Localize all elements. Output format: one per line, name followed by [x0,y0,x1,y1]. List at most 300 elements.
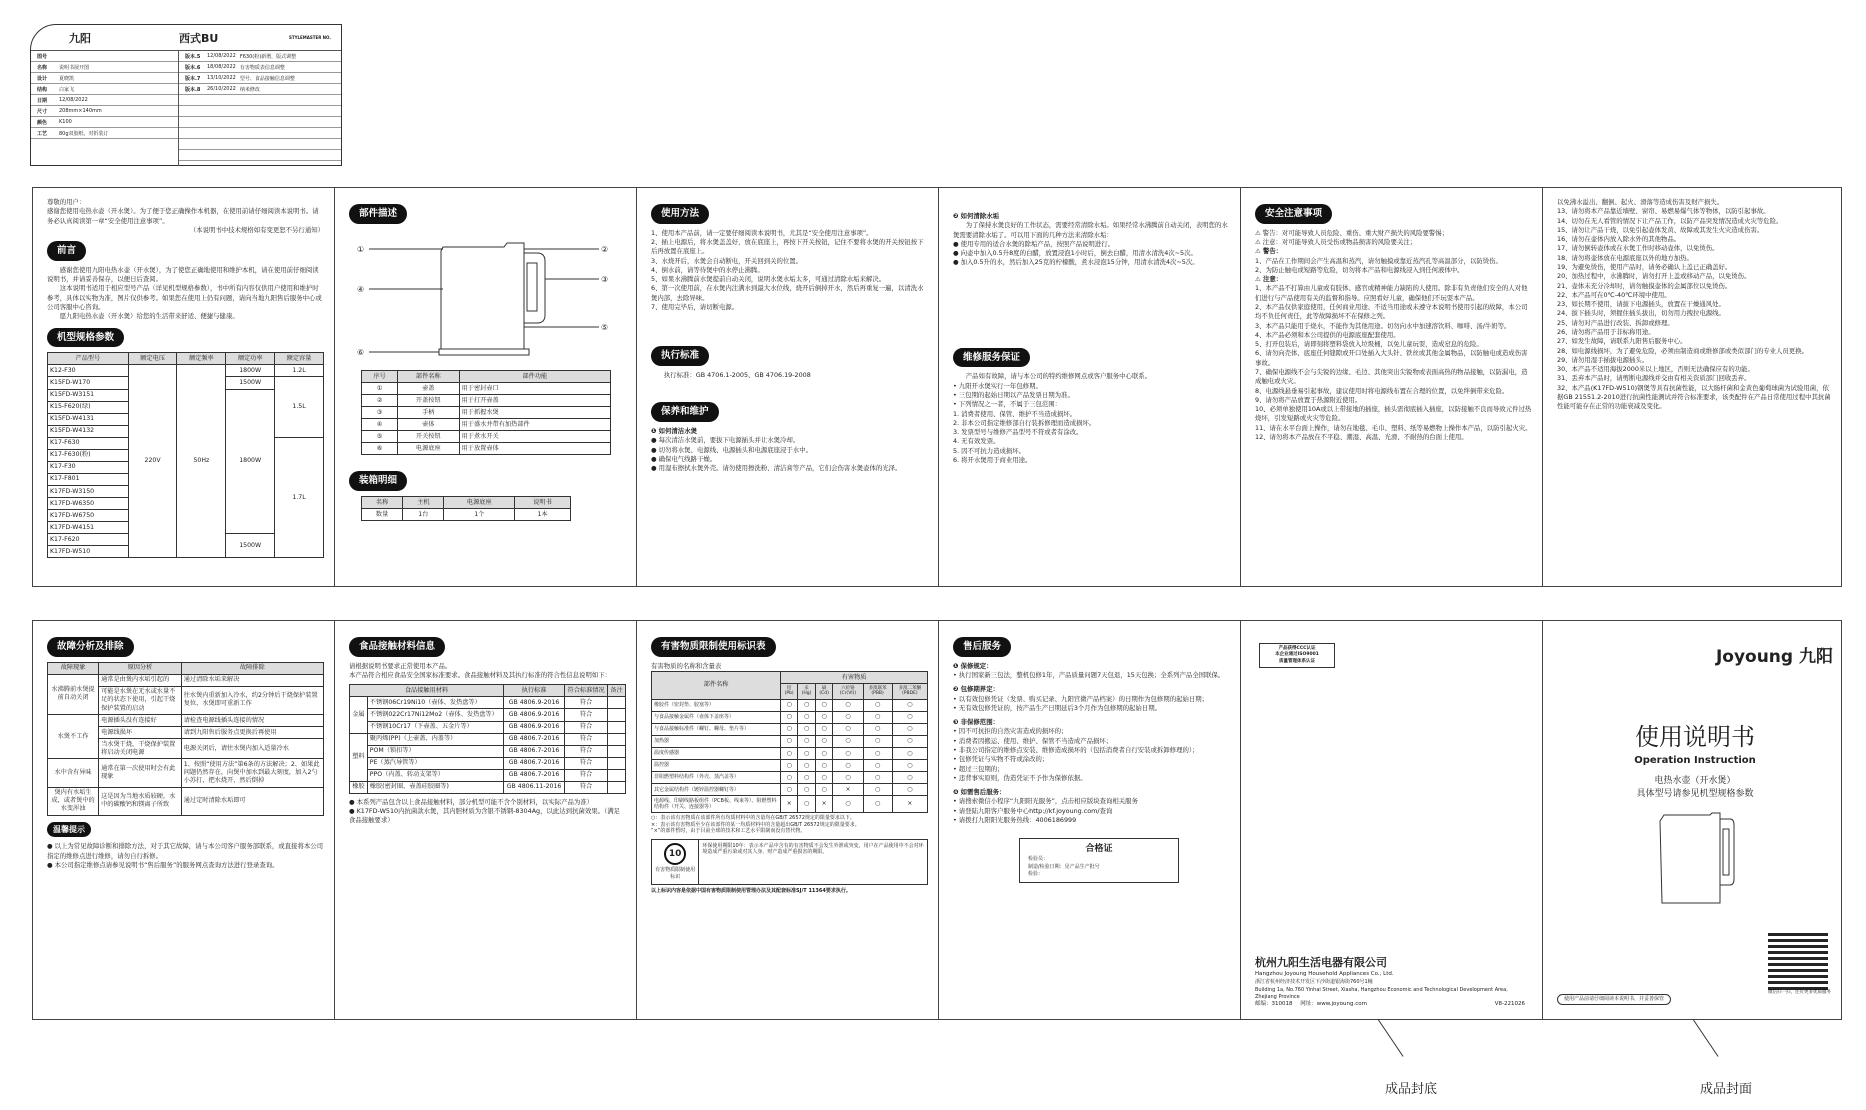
hazard-mark: ○ [892,735,927,747]
packing-cell: 说明书 [515,497,571,509]
qr-block [1768,930,1831,997]
food-row [350,769,626,781]
hazard-mark: ○ [892,711,927,723]
spec-capacity: 1.7L [275,437,324,558]
after-sales-item: • 非我公司指定的维修点安装、维修造成损坏的（包括消费者自行安装或拆卸修理的）； [953,746,1199,755]
hazard-mark: ○ [815,760,832,772]
descale-intro: 为了保持水煲良好的工作状态，需要经常清除水垢。如果经常水沸腾前自动关闭，表明您的水煲需要清除水垢了。可以用下面的几种方法来清除水垢： [953,221,1228,239]
bottom-strip [32,620,1842,1020]
tip-item: ● 以上为常见故障诊断和排除方法，对于其它故障，请与本公司客户服务部联系，或直接将本公司指定的维修点进行维修，请勿自行拆修。 [47,842,324,860]
troubleshoot-table [47,662,324,816]
row-key: 工艺 [37,130,48,137]
epup-text: 环保使用期限10年：表示本产品中含有的有害物质不会发生外泄或突变，用户在产品使用中不会对环境造成严重污染或对其人身、财产造成严重损害的期限。 [702,842,924,856]
material-remark [608,745,626,757]
style-card-bu: 西式BU [179,31,219,45]
hazard-mark: ○ [833,723,863,735]
after-sales-heading: ❸ 非保修范围： [953,718,999,727]
style-card-row [31,117,178,128]
hazard-mark: ○ [781,772,798,784]
substance-header: 六价铬(Cr(VI)) [833,684,863,700]
parts-cell: 开盖按钮 [397,395,459,407]
front-cover-label: 成品封面 [1700,1082,1753,1097]
usage-step: 5、如果水沸腾前水煲提前自动关闭，说明水煲水垢太多，可通过清除水垢来解决。 [651,275,886,284]
warranty-exclusion: 4. 无有效发票。 [953,437,1000,446]
hazard-mark: ○ [892,748,927,760]
food-intro-1: 请根据说明书要求正常使用本产品。 [349,661,452,670]
spec-model: K12-F30 [48,365,129,377]
hazard-mark: ○ [798,711,816,723]
hazard-row [652,772,928,784]
after-sales-heading: ❷ 包修期界定： [953,685,999,694]
revision-date: 18/08/2022 [207,64,236,70]
spec-header: 额定容量 [275,353,324,365]
parts-cell: 壶体 [397,419,459,431]
joyoung-logo: Joyoung 九阳 [1715,647,1833,667]
hazard-header-row [652,672,928,684]
style-card-row [31,62,178,73]
material: PE（蒸汽导管等） [367,757,503,769]
packing-cell: 名称 [362,497,403,509]
after-sales-item: • 请搜索微信小程序“九阳阳光服务”，点击相应版块查询相关服务 [953,797,1138,806]
safety-item: 22、本产品可在0℃-40℃环境中使用。 [1557,290,1671,299]
troubleshoot-row [48,715,324,727]
spec-model: K15FD-W3151 [48,389,129,401]
back-cover-leader [1378,1020,1403,1057]
material: 聚丙烯(PP)（上壶盖、内盖等） [367,733,503,745]
hazard-mark: ○ [833,772,863,784]
revision-note: 纳米修改 [239,86,260,93]
hazard-mark: ○ [892,784,927,796]
warranty-intro: 产品如有故障，请与本公司的特约维修网点或客户服务中心联系。 [965,372,1152,381]
hazard-mark: ○ [892,699,927,711]
cover-model-note: 具体型号请参见机型规格参数 [1636,788,1754,799]
food-row [350,733,626,745]
material: 不锈钢06Cr19Ni10（壶体、发热盘等） [367,697,503,709]
food-header: 食品接触用材料 [350,685,504,697]
hazard-mark: ○ [863,748,892,760]
qr-code-icon[interactable] [1768,930,1828,990]
hazard-mark: × [781,796,798,813]
material-remark [608,709,626,721]
warranty-bullet: • 下列情况之一者，不属于三包范围： [953,400,1062,409]
safety-item: 14、切勿在无人看管的情况下让产品工作，以防产品突发情况造成火灾等危险。 [1557,216,1783,225]
hazard-mark: ○ [781,723,798,735]
safety-item: 24、拔下插头时，须握住插头拔出，切勿用力拽拉电源线。 [1557,309,1725,318]
parts-table [361,370,611,455]
top-strip [32,187,1842,587]
safety-item: 26、请勿将产品用于非标称用途。 [1557,327,1655,336]
parts-cell: ③ [362,407,398,419]
hazard-mark: ○ [892,772,927,784]
material-standard: GB 4806.7-2016 [504,745,565,757]
spec-model: K15FD-W4132 [48,425,129,437]
hazard-mark: ○ [863,711,892,723]
caution-item: 1、本产品不打算由儿童或有肢体、感官或精神能力缺陷的人使用。除非有负责他们安全的人对他们进行与产品使用有关的监督和指导。应照看好儿童，确保他们不玩耍本产品。 [1255,284,1528,302]
parts-header: 序号 [362,371,398,383]
cause: 可能是水煲在无水或水量不足的状态下使用，引起干烧保护装置的启动 [99,686,182,714]
safety-item: 31、丢弃本产品时，请剪断电源线并交由有相关资质部门回收丢弃。 [1557,374,1751,383]
substance-header: 多溴联苯(PBB) [863,684,892,700]
panel-hazardous [637,621,939,1019]
warn-definition: ⚠ 警告：对可能导致人员危险、重伤、重大财产损失的风险要警惕； [1255,228,1449,237]
hazard-mark: ○ [798,735,816,747]
foreword-title: 前言 [47,241,86,261]
material-compliance: 符合 [565,745,608,757]
spec-model: K15-F620(绿) [48,401,129,413]
hazard-mark: ○ [798,723,816,735]
spec-model: K17-F30 [48,461,129,473]
spec-model: K17FD-W510 [48,546,129,558]
hazard-part: 温度传感器 [652,748,781,760]
food-row [350,697,626,709]
hazard-mark: ○ [781,699,798,711]
parts-cell: ① [362,383,398,395]
style-card-row [31,95,178,106]
version-code: V8-221026 [1494,1001,1525,1008]
safety-item: 13、请勿将本产品靠近墙壁、窗帘、易燃易爆气体等物体，以防引起事故。 [1557,207,1770,216]
hazard-subtitle: 有害物质的名称和含量表 [651,661,722,670]
usage-step: 6、第一次使用前，在水煲内注满水到最大水位线，烧开后倒掉开水，然后再重复一遍，以清洗水煲内部，去除异味。 [651,284,924,302]
safety-item: 27、如发生故障，请联系九阳售后服务中心。 [1557,337,1687,346]
website-link[interactable]: 网址：www.joyoung.com [1300,1001,1367,1008]
hazard-mark: × [815,796,832,813]
hazard-mark: ○ [833,760,863,772]
hazard-mark: ○ [798,784,816,796]
caution-item: 12、请勿将本产品放在不平稳、潮湿、高温、光滑、不耐热的台面上使用。 [1255,432,1468,441]
safety-item: 18、请勿将壶体放在电源底座以外的地方加热。 [1557,253,1693,262]
safety-item: 23、如长期不使用，请拔下电源插头，放置在干燥通风处。 [1557,300,1725,309]
warranty-exclusion: 6. 将开水煲用于商业用途。 [953,455,1032,464]
certification-line: 产品获得CCC认证 [1278,646,1316,651]
cause: 当水煲干烧，干烧保护装置将启动关闭电源 [99,739,182,759]
after-sales-sections [953,662,1230,831]
caution-list [1255,284,1532,442]
hazard-row [652,735,928,747]
row-value: 208mm×140mm [59,108,102,114]
food-row [350,721,626,733]
intro-text: 感谢您使用电热水壶（开水煲）。为了便于您正确操作本机器，在使用前请仔细阅读本说明书。请务必认真阅读第一章“安全使用注意事项”。 [47,207,319,225]
material-standard: GB 4806.9-2016 [504,721,565,733]
panel-troubleshooting [33,621,335,1019]
parts-row [362,395,611,407]
hazard-part: 橡胶件（密封垫、胶塞等） [652,699,781,711]
standard-text: 执行标准：GB 4706.1-2005、GB 4706.19-2008 [663,371,811,380]
spec-header-row [48,353,324,365]
tip-item: ● 本公司指定维修点请参见说明书“售后服务”的服务网点查询方法进行登录查询。 [47,860,279,869]
hazard-part: 与食品接触标准件（螺钉、螺母、垫片等） [652,723,781,735]
spec-capacity: 1.5L [275,377,324,437]
spec-power: 1800W [226,389,275,534]
revision-note: 有害物质表信息调整 [239,64,285,71]
qr-caption: 微信扫一扫，还有更多优质服务 [1768,990,1831,996]
material-remark [608,769,626,781]
row-value: 12/08/2022 [59,97,88,103]
safety-item: 16、请勿在壶体内放入除水外的其他物品。 [1557,235,1681,244]
cause: 通常是由煲内水垢引起的 [99,674,182,686]
revision-key: 版本.8 [185,86,201,93]
cover-title-cn: 使用说明书 [1635,722,1755,751]
kettle-body-outline [441,243,524,349]
material-remark [608,697,626,709]
safety-item: 28、如电源线损坏，为了避免危险，必须由制造商或维修部或类似部门的专业人员更换。 [1557,346,1808,355]
parts-cell: 开关按钮 [397,431,459,443]
callout-1: ① [357,244,365,254]
material-standard: GB 4806.7-2016 [504,769,565,781]
notice-text: （本说明书中技术规格如有变更恕不另行通知） [189,225,324,234]
food-notes [349,798,626,826]
spec-capacity: 1.2L [275,365,324,377]
material-standard: GB 4806.7-2016 [504,757,565,769]
troubleshoot-row [48,674,324,686]
care-subtitle: ❶ 如何清洁水煲 [651,427,697,436]
solution: 请到九阳售后服务点更换后再使用 [181,727,323,739]
cause: 电源插头没有连接好 [99,715,182,727]
parts-cell: ② [362,395,398,407]
food-title: 食品接触材料信息 [349,637,445,657]
reminder-badge: 使用产品前请仔细阅读本说明书，并妥善保管 [1557,994,1671,1005]
row-key: 图号 [37,53,48,60]
material: POM（锁扣等） [367,745,503,757]
symptom: 水煲不工作 [48,715,99,759]
usage-title: 使用方法 [651,204,709,224]
hazard-footnote: ○：表示该有害物质在该部件所有均质材料中的含量均在GB/T 26572规定的限量要求以下。 [651,815,855,822]
caution-item: 3、本产品只能用于烧水，不能作为其他用途。切勿向水中加速溶饮料、咖啡、汤/牛奶等。 [1255,321,1511,330]
material-standard: GB 4806.9-2016 [504,697,565,709]
revision-row-empty [179,106,341,117]
parts-cell: ⑥ [362,443,398,455]
substance-header: 汞(Hg) [798,684,816,700]
style-card-brand: 九阳 [69,31,91,45]
postcode: 邮编：310018 [1255,1001,1293,1008]
panel-intro [33,188,335,586]
hazard-title: 有害物质限制使用标识表 [651,637,776,657]
caution-item: 9、请勿将产品放置于热源附近使用。 [1255,395,1362,404]
troubleshoot-title: 故障分析及排除 [47,637,134,657]
safety-item: 30、本产品不适用海拔2000米以上地区，否则无法确保应有的功能。 [1557,365,1754,374]
solution: 电源关闭后，请往水煲内加入适量冷水 [181,739,323,759]
spec-title: 机型规格参数 [47,328,124,348]
safety-continued-list [1557,198,1833,411]
food-header: 备注 [608,685,626,697]
safety-item: 25、请勿对产品进行改装、拆卸或修理。 [1557,318,1674,327]
care-list [651,436,928,473]
material-compliance: 符合 [565,733,608,745]
troubleshoot-header: 故障排除 [181,662,323,674]
solution: 通过清除水垢来解决 [181,674,323,686]
warn-label: ⚠ 警告： [1255,247,1283,256]
hazard-mark: ○ [863,760,892,772]
parts-row [362,443,611,455]
parts-row [362,383,611,395]
after-sales-item: • 请拨打九阳阳光服务热线：4006186999 [953,815,1077,824]
after-sales-item: • 消费者因搬运、使用、维护、保管不当造成产品损坏； [953,736,1113,745]
panel-after-sales [939,621,1241,1019]
after-sales-title: 售后服务 [953,637,1011,657]
usage-step: 2、插上电源后，将水煲盖盖好，放在底座上，再按下开关按钮，记住不要将水煲的开关按钮按下后再放置在底座上。 [651,238,924,256]
food-note: ● 本系列产品包含以上食品接触材料，部分机型可能不含个别材料，以实际产品为准） [349,797,594,806]
substance-header: 多溴二苯醚(PBDE) [892,684,927,700]
hazard-mark: ○ [863,796,892,813]
spec-table [47,352,324,558]
callout-4: ④ [357,284,365,294]
material-compliance: 符合 [565,721,608,733]
parts-cell: 手柄 [397,407,459,419]
warranty-exclusion: 5. 因不可抗力造成损坏。 [953,446,1026,455]
certificate-box [1019,838,1179,883]
solution: 1、按照“使用方法”第6条的方法解决；2、如果此问题仍然存在，向煲中加水到最大刻度，加入2勺小苏打，把水烧开，然后倒掉 [181,759,323,787]
descale-item: ● 加入0.5升的水，然后加入25克的柠檬酸，煮水浸泡15分钟，用清水清洗4次~5次。 [953,258,1199,267]
hazard-mark: ○ [781,760,798,772]
hazard-part: 电源线、印刷线路板组件（PCB板、线束等）、阻燃塑料结构件（开关、连接器等） [652,796,781,813]
usage-step: 1、使用本产品前，请一定要仔细阅读本说明书，尤其是“安全使用注意事项”。 [651,228,873,237]
descale-item: ● 使用专用的适合水煲的除垢产品，按照产品说明进行。 [953,239,1114,248]
hazard-mark: ○ [798,748,816,760]
packing-cell: 数量 [362,509,403,521]
revision-date: 12/08/2022 [207,53,236,59]
warranty-title: 维修服务保证 [953,348,1030,368]
tips-list [47,842,324,870]
troubleshoot-header-row [48,662,324,674]
hazard-mark: ○ [781,711,798,723]
after-sales-item: • 因不可抗拒的自然灾害造成的损坏的； [953,727,1068,736]
parts-cell: 用于放置壶体 [459,443,610,455]
spec-header: 产品型号 [48,353,129,365]
spec-model: K17-F630(粉) [48,449,129,461]
packing-cell: 主机 [403,497,444,509]
row-value: 白家飞 [59,86,75,93]
certification-line: 本企业通过ISO9001 [1275,652,1319,658]
row-value: K100 [59,119,72,125]
material-remark [608,733,626,745]
revision-row-empty [179,150,341,161]
hazard-row [652,760,928,772]
safety-title: 安全注意事项 [1255,204,1332,224]
hazard-mark: ○ [863,772,892,784]
panel-food-contact [335,621,637,1019]
after-sales-item: • 以有效包修凭证（发票、购买记录、九阳官微产品档案）的日期作为包修期的起始日期； [953,694,1209,703]
panel-safety-cont [1543,188,1843,586]
material-remark [608,781,626,793]
substance-header: 铅(Pb) [781,684,798,700]
revision-row [179,84,341,95]
food-header-row [350,685,626,697]
parts-header-row [362,371,611,383]
troubleshoot-header: 原因分析 [99,662,182,674]
row-key: 颜色 [37,119,48,126]
after-sales-item: • 违背事实原则，伪造凭证不予作为保修依据。 [953,773,1087,782]
parts-cell: ④ [362,419,398,431]
care-item: ● 用湿布擦拭水煲外壳。请勿使用擦洗粉、清洁膏等产品，它们会伤害水煲壶体的光泽。 [651,464,902,473]
hazard-row [652,711,928,723]
after-sales-item: • 执行国家新三包法，整机包修1年，产品质量问题7天包退，15天包换；全系列产品全国联保。 [953,671,1225,680]
hazard-mark: ○ [781,735,798,747]
symptom: 煲内有水垢生成，或者煲中的水变浑浊 [48,787,99,815]
hazard-row [652,796,928,813]
cover-kettle-icon [1650,809,1740,909]
hazard-part: 非阻燃塑料结构件（外壳、蒸汽盖等） [652,772,781,784]
hazard-mark: ○ [833,748,863,760]
packing-title: 装箱明细 [349,471,407,491]
spec-model: K17-F801 [48,473,129,485]
warranty-exclusion: 1. 消费者使用、保管、维护不当造成损坏。 [953,409,1077,418]
hazard-part: 加热器 [652,735,781,747]
usage-step: 7、使用完毕后，请切断电源。 [651,303,739,312]
hazard-mark: ○ [863,735,892,747]
hazard-mark: ○ [815,699,832,711]
food-intro-2: 本产品符合相应食品安全国家标准要求。食品接触材料及其执行标准的符合性信息说明如下： [349,671,612,680]
safety-item: 19、为避免烫伤，使用产品时，请务必确认上盖已正确盖好。 [1557,262,1732,271]
food-note: ● K17FD-W510内抗菌款水煲，其内胆材质为含银不锈钢-8304Ag，以此达到抗菌效果。（满足食品接触要求） [349,807,620,825]
hazard-mark: ○ [833,711,863,723]
material-compliance: 符合 [565,769,608,781]
style-card-row [31,128,178,139]
safety-item: 17、请勿倒转壶体或在水煲工作时移动壶体，以免烫伤。 [1557,244,1719,253]
material-category: 橡胶 [350,781,368,793]
hazard-part: 与食品接触金属件（壶体下盖座等） [652,711,781,723]
care-item: ● 切勿将水煲、电源线、电源插头和电源底座浸于水中。 [651,445,812,454]
caution-label: ⚠ 注意： [1255,275,1283,284]
revision-key: 版本.7 [185,75,201,82]
substance-header: 镉(Cd) [815,684,832,700]
epup-label: 有害物质限制使用标识 [655,866,696,881]
safety-item: 20、加热过程中，水沸腾时，请勿打开上盖或移动产品，以免烫伤。 [1557,272,1751,281]
panel-front-cover [1543,621,1843,1019]
hazard-mark: ○ [798,760,816,772]
packing-row [362,497,571,509]
after-sales-item: • 请登陆九阳客户服务中心http://kf.joyoung.com/查询 [953,806,1113,815]
material-compliance: 符合 [565,709,608,721]
usage-step: 3、水烧开后，水煲会自动断电，开关回到关的位置。 [651,256,803,265]
parts-cell: 用于抓握水煲 [459,407,610,419]
revision-date: 13/10/2022 [207,75,236,81]
parts-cell: 用于盛水并带有加热部件 [459,419,610,431]
panel-back-cover [1241,621,1543,1019]
caution-item: 7、确保电源线不会与尖锐的边缘、毛边、其他突出尖锐物或表面高热的物品接触，以防漏电，造成触电或火灾。 [1255,367,1528,386]
hazard-footnotes [651,815,928,835]
company-name-en: Hangzhou Joyoung Household Appliances Co., Ltd. [1255,971,1394,978]
cover-product: 电热水壶（开水煲） [1654,775,1736,786]
material-category: 金属 [350,697,368,733]
spec-model: K17FD-W4151 [48,522,129,534]
warranty-bullets [953,382,1230,410]
food-row [350,781,626,793]
hazard-mark: ○ [815,772,832,784]
callout-5: ⑤ [601,322,609,332]
warranty-exclusion: 3. 发票型号与维修产品型号不符或者有涂改。 [953,428,1083,437]
hazard-mark: ○ [781,748,798,760]
revision-note: 型号、食品接触信息调整 [239,75,295,82]
packing-table [361,496,571,521]
safety-item: 21、壶体未充分冷却时，请勿触摸壶体的金属部位以免烫伤。 [1557,281,1732,290]
revision-row-empty [179,95,341,106]
company-address: 浙江省杭州经济技术开发区下沙街道银海街760号1幢 [1255,979,1373,986]
descale-list [953,240,1230,268]
hazard-mark: ○ [863,699,892,711]
kettle-handle-window [527,263,537,311]
warn-list [1255,257,1532,276]
style-card-right [179,51,341,166]
spec-model: K17-F620 [48,534,129,546]
safety-item: 以免沸水溢出、翻倒、起火、滑落等造成伤害及财产损失。 [1557,198,1724,206]
parts-cell: 用于密封壶口 [459,383,610,395]
hazard-row [652,748,928,760]
warranty-exclusion: 2. 非本公司指定维修部自行装拆修理而造成损坏。 [953,418,1096,427]
troubleshoot-header: 故障现象 [48,662,99,674]
usage-step: 4、倒水前，请等待煲中的水停止沸腾。 [651,265,764,274]
parts-row [362,431,611,443]
certification-badge [1259,643,1335,668]
spec-power: 1500W [226,534,275,558]
